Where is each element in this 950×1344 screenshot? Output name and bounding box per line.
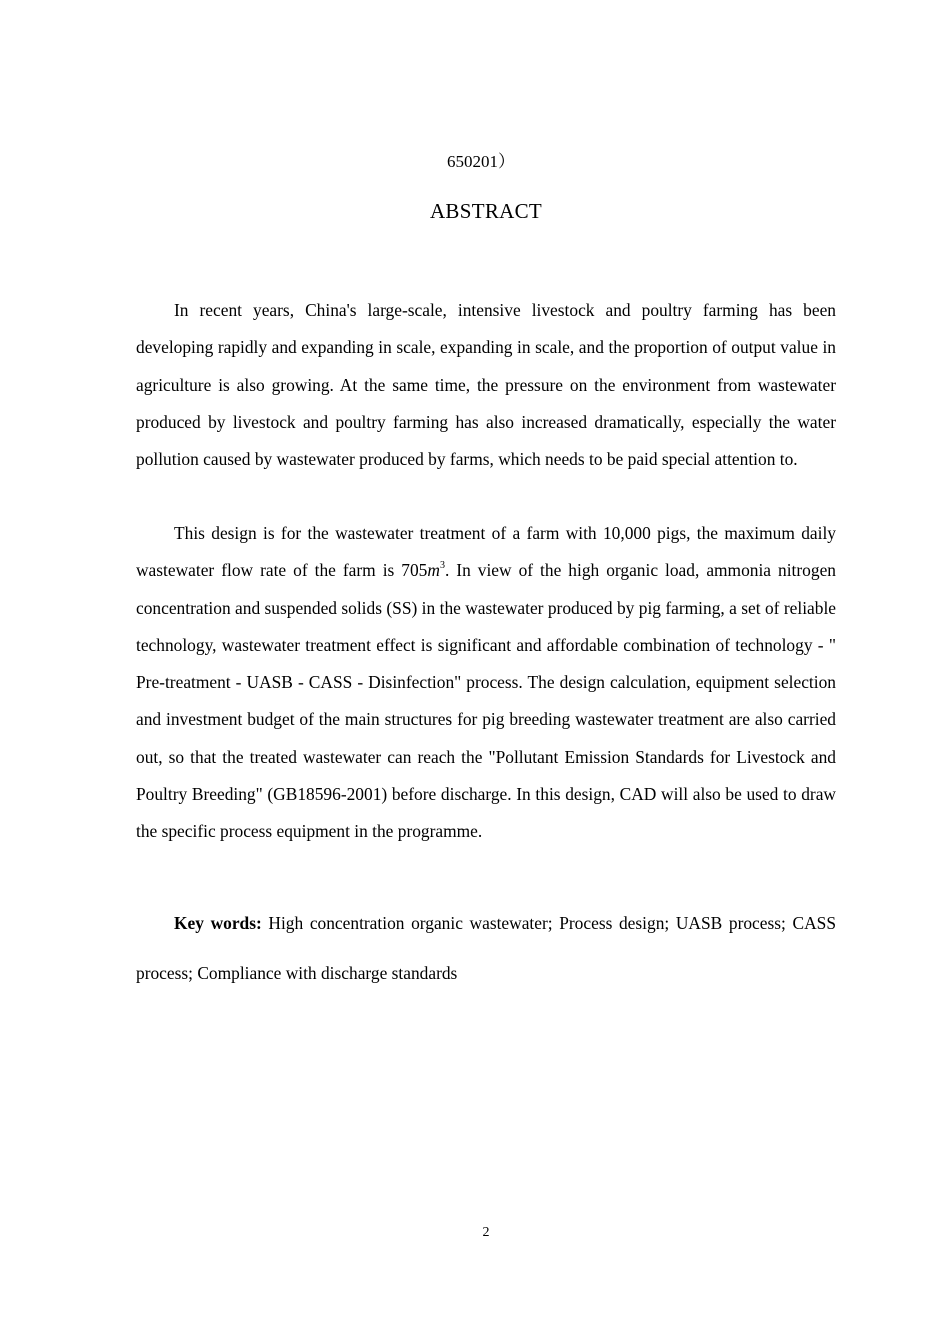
page-title: ABSTRACT: [429, 199, 543, 223]
paragraph-2-part-2: . In view of the high organic load, ammonia nitrogen concentration and suspended solids (SS) in the wastewater produced by pig farming, a set of reliable technology, wastewater treatment effect is significant and affordable combination of technology - " Pre-treatment - UASB - CASS - Disinfection" process. The design calculation, equipment selection and investment budget of the main structures for pig breeding wastewater treatment are also carried out, so that the treated wastewater can reach the "Pollutant Emission Standards for Livestock and Poultry Breeding" (GB18596-2001) before discharge. In this design, CAD will also be used to draw the specific process equipment in the programme.: [136, 560, 836, 842]
abstract-paragraph-2: [136, 515, 836, 851]
paragraph-2-part-1: This design is for the wastewater treatment of a farm with 10,000 pigs, the maximum daily wastewater flow rate of the farm is 705: [136, 523, 836, 581]
unit-exponent: 3: [439, 560, 445, 572]
unit-symbol: m: [427, 560, 440, 581]
paragraph-1-text: In recent years, China's large-scale, intensive livestock and poultry farming has been developing rapidly and expanding in scale, expanding in scale, and the proportion of output value in agriculture is also growing. At the same time, the pressure on the environment from wastewater produced by livestock and poultry farming has also increased dramatically, especially the water pollution caused by wastewater produced by farms, which needs to be paid special attention to.: [136, 300, 836, 470]
keywords-line: [136, 899, 836, 998]
page-number: 2: [482, 1225, 490, 1240]
header-code: 650201）: [447, 152, 515, 171]
abstract-paragraph-1: [136, 292, 836, 478]
keywords-text: High concentration organic wastewater; Process design; UASB process; CASS process; Compliance with discharge standards: [136, 913, 836, 983]
paragraph-2-text: [136, 515, 836, 851]
keywords-label: Key words:: [174, 913, 262, 933]
